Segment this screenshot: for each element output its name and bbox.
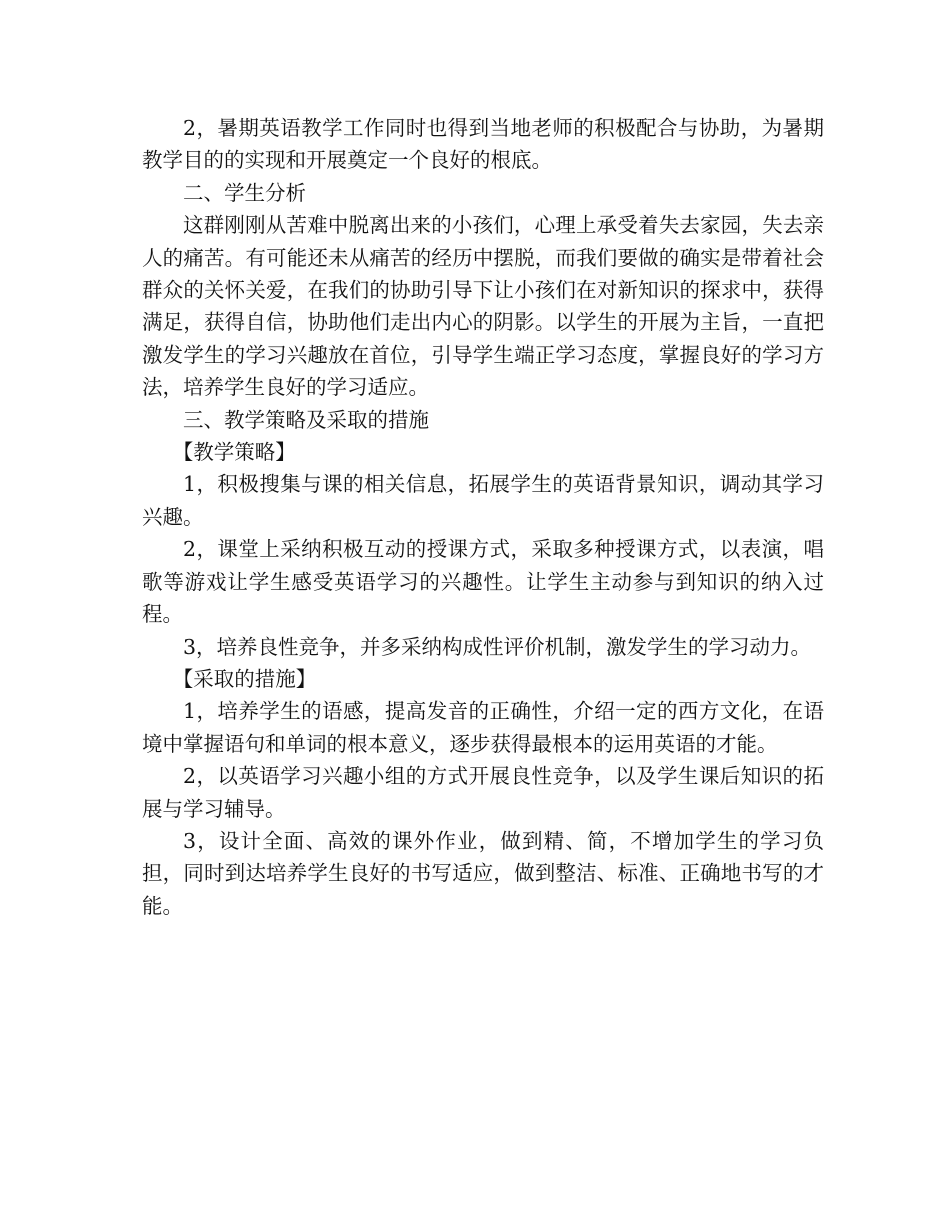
subheading-teaching-strategy: 【教学策略】 [172, 440, 296, 465]
subheading-measures: 【采取的措施】 [172, 666, 317, 691]
paragraph-strategy-1: 1，积极搜集与课的相关信息，拓展学生的英语背景知识，调动其学习兴趣。 [142, 472, 824, 529]
paragraph-measure-2: 2，以英语学习兴趣小组的方式开展良性竞争，以及学生课后知识的拓展与学习辅导。 [142, 764, 824, 821]
section-heading-student-analysis: 二、学生分析 [183, 180, 306, 205]
paragraph-cooperation: 2，暑期英语教学工作同时也得到当地老师的积极配合与协助，为暑期教学目的的实现和开展奠定一个良好的根底。 [142, 116, 824, 173]
paragraph-student-analysis: 这群刚刚从苦难中脱离出来的小孩们，心理上承受着失去家园，失去亲人的痛苦。有可能还未从痛苦的经历中摆脱，而我们要做的确实是带着社会群众的关怀关爱，在我们的协助引导下让小孩们在对新知识的探求中，获得满足，获得自信，协助他们走出内心的阴影。以学生的开展为主旨，一直把激发学生的学习兴趣放在首位，引导学生端正学习态度，掌握良好的学习方法，培养学生良好的学习适应。 [142, 213, 824, 400]
section-heading-strategies: 三、教学策略及采取的措施 [183, 407, 429, 432]
paragraph-measure-1: 1，培养学生的语感，提高发音的正确性，介绍一定的西方文化，在语境中掌握语句和单词的根本意义，逐步获得最根本的运用英语的才能。 [142, 699, 824, 756]
paragraph-measure-3: 3，设计全面、高效的课外作业，做到精、简，不增加学生的学习负担，同时到达培养学生良好的书写适应，做到整洁、标准、正确地书写的才能。 [142, 828, 824, 918]
paragraph-strategy-3: 3，培养良性竞争，并多采纳构成性评价机制，激发学生的学习动力。 [183, 634, 812, 659]
document-body [142, 112, 824, 922]
paragraph-strategy-2: 2，课堂上采纳积极互动的授课方式，采取多种授课方式，以表演，唱歌等游戏让学生感受英语学习的兴趣性。让学生主动参与到知识的纳入过程。 [142, 537, 824, 627]
